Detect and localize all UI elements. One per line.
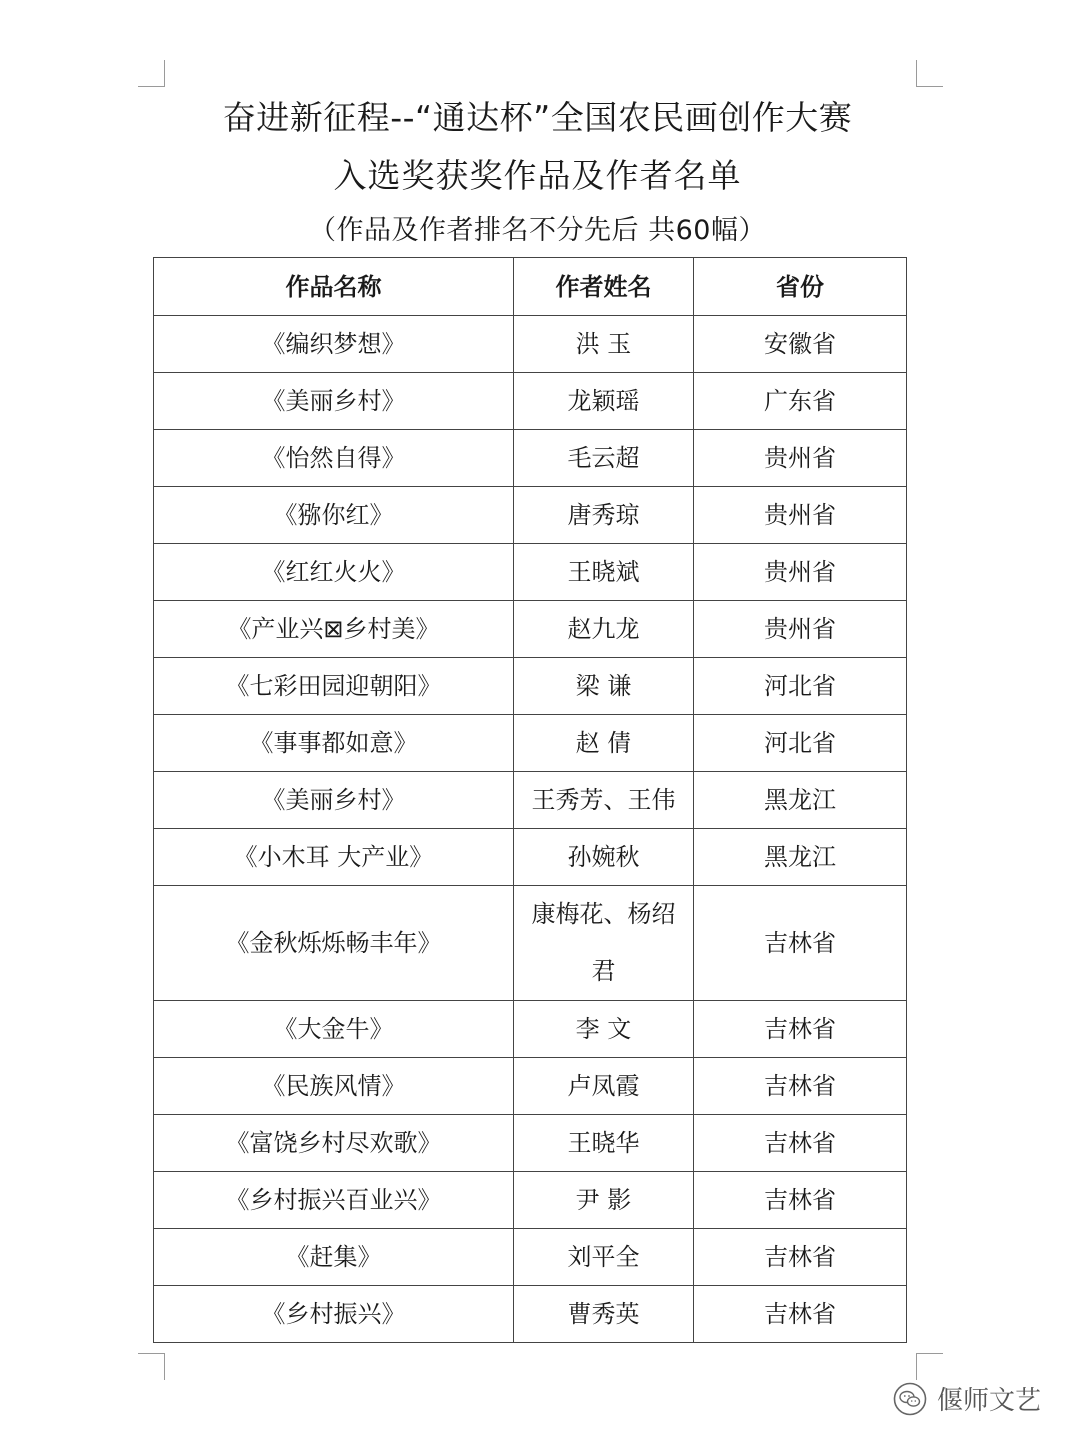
cell-author: 尹 影 bbox=[514, 1172, 694, 1229]
table-row bbox=[154, 1001, 907, 1058]
cell-work: 《民族风情》 bbox=[154, 1058, 514, 1115]
table-row bbox=[154, 829, 907, 886]
cell-work: 《猕你红》 bbox=[154, 487, 514, 544]
column-header-province: 省份 bbox=[694, 258, 907, 316]
table-row bbox=[154, 772, 907, 829]
cell-work: 《七彩田园迎朝阳》 bbox=[154, 658, 514, 715]
table-row bbox=[154, 373, 907, 430]
cell-province: 广东省 bbox=[694, 373, 907, 430]
cell-author: 赵九龙 bbox=[514, 601, 694, 658]
table-header-row bbox=[154, 258, 907, 316]
awards-table bbox=[153, 257, 907, 1343]
table-row bbox=[154, 601, 907, 658]
cell-work: 《乡村振兴》 bbox=[154, 1286, 514, 1343]
cell-author: 卢凤霞 bbox=[514, 1058, 694, 1115]
cell-province: 黑龙江 bbox=[694, 829, 907, 886]
cell-work: 《事事都如意》 bbox=[154, 715, 514, 772]
cell-province: 吉林省 bbox=[694, 1001, 907, 1058]
document-title: 奋进新征程--“通达杯”全国农民画创作大赛 bbox=[222, 98, 853, 137]
table-row bbox=[154, 1172, 907, 1229]
table-row bbox=[154, 316, 907, 373]
document-subtitle: （作品及作者排名不分先后 共60幅） bbox=[309, 215, 766, 246]
cell-work: 《大金牛》 bbox=[154, 1001, 514, 1058]
cell-author: 梁 谦 bbox=[514, 658, 694, 715]
cell-work: 《产业兴⊠乡村美》 bbox=[154, 601, 514, 658]
column-header-work: 作品名称 bbox=[154, 258, 514, 316]
document-title-line2: 入选奖获奖作品及作者名单 bbox=[333, 156, 742, 195]
page-corner-mark-bottom-right bbox=[916, 1353, 943, 1380]
cell-work: 《怡然自得》 bbox=[154, 430, 514, 487]
table-row bbox=[154, 544, 907, 601]
cell-author: 龙颖瑶 bbox=[514, 373, 694, 430]
cell-province: 贵州省 bbox=[694, 430, 907, 487]
page-corner-mark-top-left bbox=[138, 60, 165, 87]
cell-work: 《红红火火》 bbox=[154, 544, 514, 601]
cell-author: 赵 倩 bbox=[514, 715, 694, 772]
cell-province: 吉林省 bbox=[694, 1229, 907, 1286]
cell-author: 王晓华 bbox=[514, 1115, 694, 1172]
cell-province: 吉林省 bbox=[694, 1172, 907, 1229]
cell-work: 《小木耳 大产业》 bbox=[154, 829, 514, 886]
table-row bbox=[154, 886, 907, 1001]
cell-province: 黑龙江 bbox=[694, 772, 907, 829]
cell-author: 康梅花、杨绍君 bbox=[514, 886, 694, 1001]
cell-work: 《金秋烁烁畅丰年》 bbox=[154, 886, 514, 1001]
cell-author: 曹秀英 bbox=[514, 1286, 694, 1343]
cell-work: 《编织梦想》 bbox=[154, 316, 514, 373]
cell-province: 贵州省 bbox=[694, 487, 907, 544]
cell-author: 刘平全 bbox=[514, 1229, 694, 1286]
cell-author: 孙婉秋 bbox=[514, 829, 694, 886]
cell-author: 毛云超 bbox=[514, 430, 694, 487]
cell-province: 吉林省 bbox=[694, 1058, 907, 1115]
cell-province: 河北省 bbox=[694, 715, 907, 772]
cell-work: 《美丽乡村》 bbox=[154, 373, 514, 430]
table-row bbox=[154, 1115, 907, 1172]
table-row bbox=[154, 1058, 907, 1115]
cell-author: 洪 玉 bbox=[514, 316, 694, 373]
cell-province: 安徽省 bbox=[694, 316, 907, 373]
cell-work: 《赶集》 bbox=[154, 1229, 514, 1286]
cell-author: 李 文 bbox=[514, 1001, 694, 1058]
cell-province: 贵州省 bbox=[694, 601, 907, 658]
table-row bbox=[154, 1229, 907, 1286]
cell-province: 吉林省 bbox=[694, 1286, 907, 1343]
cell-province: 河北省 bbox=[694, 658, 907, 715]
cell-work: 《美丽乡村》 bbox=[154, 772, 514, 829]
cell-work: 《乡村振兴百业兴》 bbox=[154, 1172, 514, 1229]
table-row bbox=[154, 715, 907, 772]
account-watermark bbox=[893, 1380, 1041, 1417]
page-corner-mark-bottom-left bbox=[138, 1353, 165, 1380]
table-row bbox=[154, 658, 907, 715]
cell-author: 唐秀琼 bbox=[514, 487, 694, 544]
cell-province: 贵州省 bbox=[694, 544, 907, 601]
page-corner-mark-top-right bbox=[916, 60, 943, 87]
table-row bbox=[154, 430, 907, 487]
column-header-author: 作者姓名 bbox=[514, 258, 694, 316]
table-row bbox=[154, 1286, 907, 1343]
cell-work: 《富饶乡村尽欢歌》 bbox=[154, 1115, 514, 1172]
cell-province: 吉林省 bbox=[694, 886, 907, 1001]
watermark-text: 偃师文艺 bbox=[936, 1386, 1041, 1416]
wechat-icon bbox=[893, 1382, 927, 1416]
table-row bbox=[154, 487, 907, 544]
cell-province: 吉林省 bbox=[694, 1115, 907, 1172]
cell-author: 王秀芳、王伟 bbox=[514, 772, 694, 829]
cell-author: 王晓斌 bbox=[514, 544, 694, 601]
